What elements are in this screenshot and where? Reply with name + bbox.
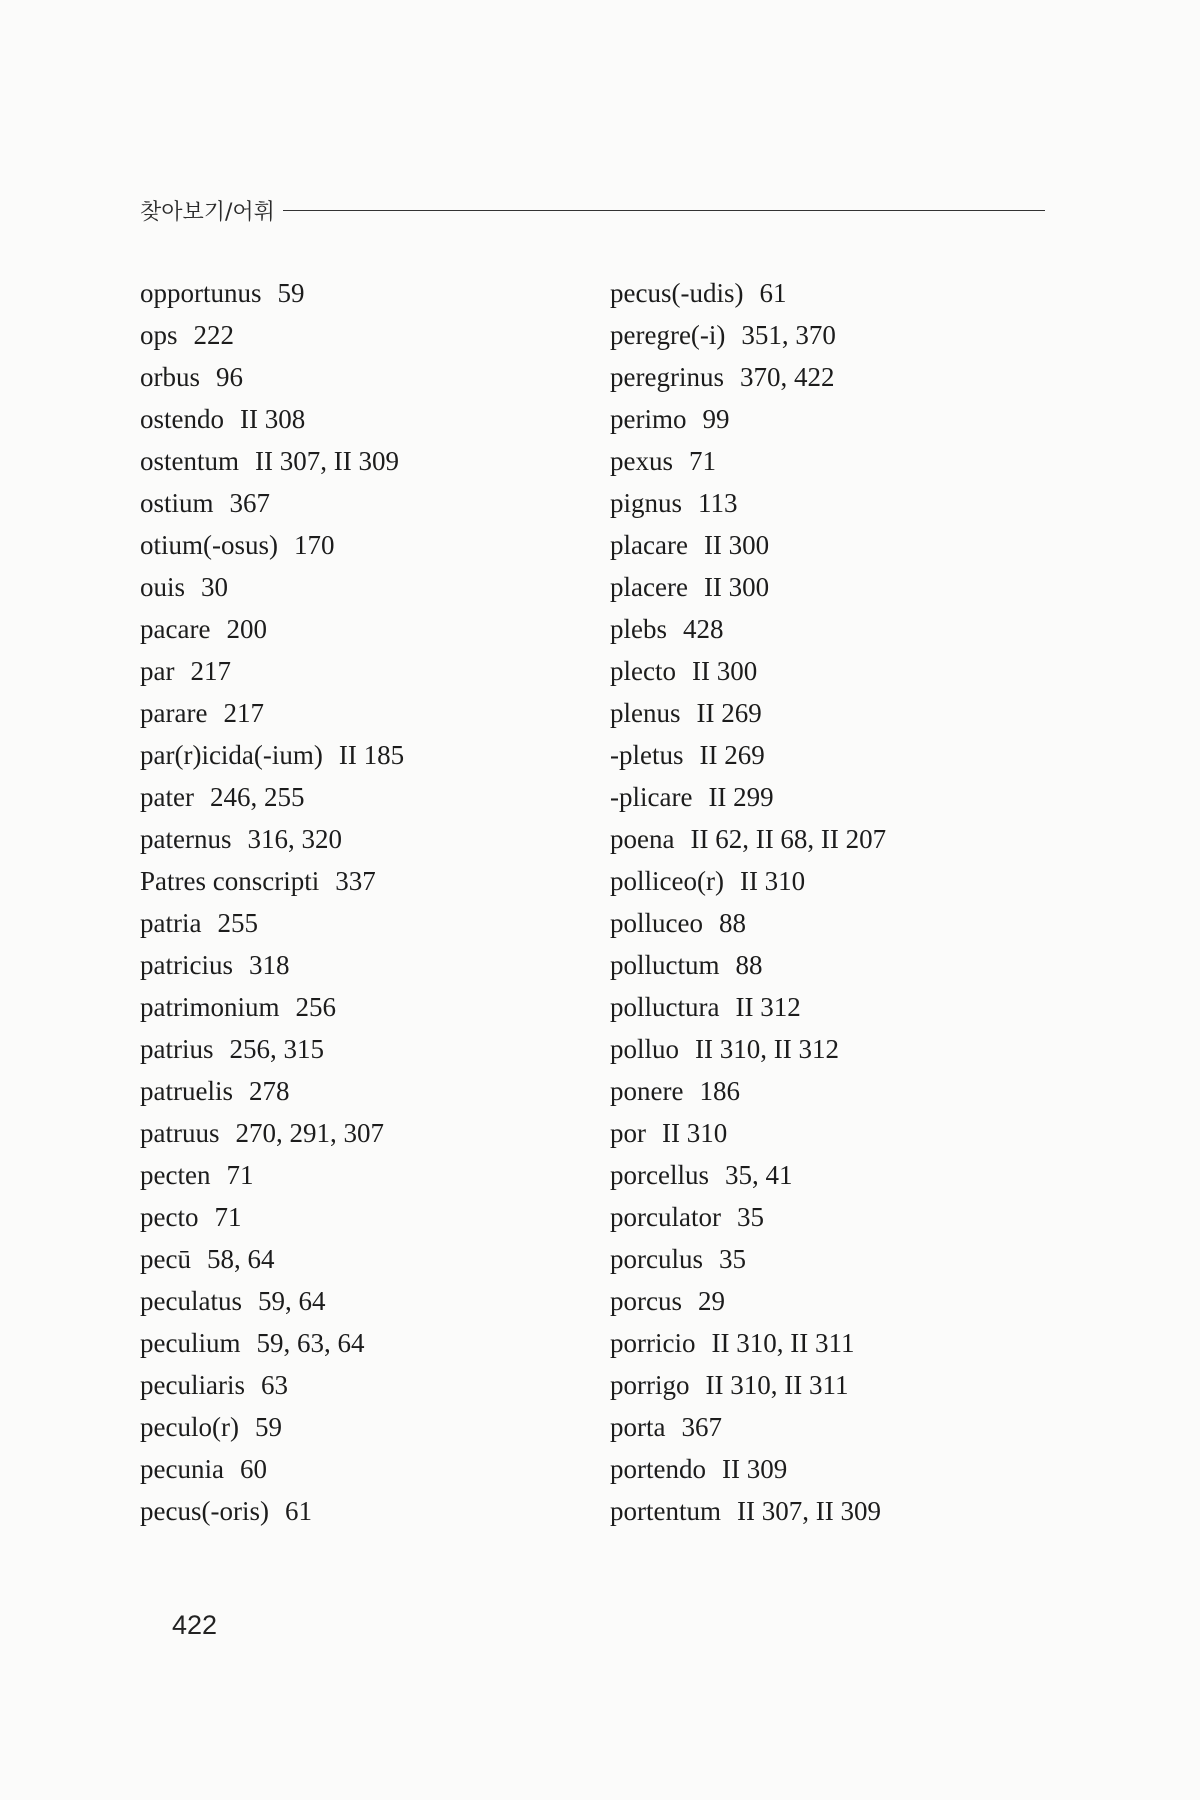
index-pages: 71 [226,1160,254,1190]
index-entry [140,398,580,440]
index-term: patria [140,908,202,938]
index-term: plebs [610,614,667,644]
index-entry [610,860,1050,902]
running-header [140,190,1045,230]
index-entry [610,482,1050,524]
index-pages: II 300 [703,530,770,560]
index-pages: 96 [216,362,243,392]
index-entry [610,902,1050,944]
index-pages: 30 [201,572,229,602]
index-entry [610,1280,1050,1322]
index-pages: 217 [223,698,264,728]
index-pages: II 269 [699,740,765,770]
index-entry [610,1196,1050,1238]
index-entry [610,608,1050,650]
index-pages: II 300 [691,656,758,686]
index-entry [140,524,580,566]
index-term: polluceo [610,908,703,938]
index-pages: II 310, II 312 [695,1034,839,1064]
index-term: porrigo [610,1370,690,1400]
index-entry [140,356,580,398]
index-pages: II 299 [708,782,774,812]
index-pages: 246, 255 [209,782,305,812]
index-pages: 29 [697,1286,725,1316]
index-pages: 370, 422 [739,362,835,392]
index-term: porricio [610,1328,696,1358]
index-pages: 113 [698,488,738,518]
index-pages: 256, 315 [229,1034,324,1064]
index-pages: 318 [248,950,290,980]
index-pages: 256 [295,992,336,1022]
index-pages: 59 [254,1412,282,1442]
index-pages: 222 [193,320,235,350]
index-entry [610,1448,1050,1490]
index-entry [610,1364,1050,1406]
index-term: polliceo(r) [610,866,724,896]
index-term: porcus [610,1286,682,1316]
index-pages: II 308 [240,404,306,434]
index-term: porculator [610,1202,721,1232]
index-entry [140,776,580,818]
index-entry [610,818,1050,860]
index-entry [140,314,580,356]
index-pages: 63 [260,1370,288,1400]
index-entry [610,1028,1050,1070]
index-pages: 351, 370 [741,320,836,350]
header-rule [283,210,1045,211]
index-pages: 337 [335,866,376,896]
header-title: 찾아보기/어휘 [140,199,275,225]
index-pages: II 310, II 311 [711,1328,855,1358]
index-term: Patres conscripti [140,866,320,896]
index-term: peregrinus [610,362,724,392]
index-term: polluctura [610,992,720,1022]
index-term: ponere [610,1076,684,1106]
index-term: paternus [140,824,232,854]
index-entry [140,608,580,650]
index-term: orbus [140,362,200,392]
index-term: parare [140,698,208,728]
index-term: patruus [140,1118,220,1148]
index-entry [140,1364,580,1406]
index-entry [610,692,1050,734]
index-pages: 170 [294,530,335,560]
index-pages: 186 [699,1076,740,1106]
index-term: pecus(-udis) [610,278,744,308]
index-term: polluo [610,1034,680,1064]
index-pages: 35, 41 [724,1160,793,1190]
index-entry [610,1406,1050,1448]
index-pages: II 307, II 309 [736,1496,881,1526]
index-pages: 59, 64 [257,1286,326,1316]
index-pages: 270, 291, 307 [235,1118,384,1148]
index-column-right [610,272,1050,1532]
index-term: otium(-osus) [140,530,278,560]
index-pages: 61 [759,278,787,308]
index-entry [140,482,580,524]
index-pages: II 310 [739,866,806,896]
index-pages: 59 [277,278,305,308]
index-pages: 99 [702,404,730,434]
index-term: ops [140,320,178,350]
index-entry [140,818,580,860]
index-entry [610,986,1050,1028]
index-term: ostium [140,488,214,518]
index-term: patrimonium [140,992,280,1022]
index-pages: 71 [689,446,716,476]
index-entry [610,1490,1050,1532]
index-entry [140,860,580,902]
index-entry [140,1028,580,1070]
index-term: pignus [610,488,683,518]
index-entry [140,1448,580,1490]
page-number: 422 [172,1610,218,1640]
index-entry [140,734,580,776]
index-term: plenus [610,698,681,728]
index-term: placare [610,530,688,560]
index-entry [140,1070,580,1112]
index-pages: 200 [226,614,267,644]
index-entry [610,272,1050,314]
index-term: placere [610,572,688,602]
index-term: pecten [140,1160,211,1190]
index-entry [140,1112,580,1154]
index-pages: 58, 64 [206,1244,275,1274]
index-entry [610,440,1050,482]
index-entry [140,1280,580,1322]
index-entry [140,650,580,692]
index-term: peculo(r) [140,1412,239,1442]
index-entry [140,1406,580,1448]
index-entry [610,314,1050,356]
index-term: portentum [610,1496,721,1526]
index-entry [140,272,580,314]
index-pages: II 310, II 311 [705,1370,849,1400]
index-entry [610,776,1050,818]
index-term: plecto [610,656,676,686]
index-term: porculus [610,1244,703,1274]
index-pages: 428 [683,614,724,644]
index-entry [610,1322,1050,1364]
index-term: patricius [140,950,233,980]
index-pages: 60 [239,1454,267,1484]
index-term: ostendo [140,404,224,434]
index-term: pecus(-oris) [140,1496,269,1526]
index-entry [610,356,1050,398]
index-pages: II 300 [703,572,770,602]
index-pages: 59, 63, 64 [256,1328,365,1358]
index-term: perimo [610,404,687,434]
index-column-left [140,272,580,1532]
index-entry [140,566,580,608]
index-term: pecū [140,1244,191,1274]
index-term: porta [610,1412,666,1442]
index-pages: 71 [214,1202,242,1232]
index-pages: II 307, II 309 [255,446,399,476]
index-entry [140,986,580,1028]
index-entry [610,566,1050,608]
index-entry [140,692,580,734]
index-term: opportunus [140,278,262,308]
index-pages: II 185 [338,740,405,770]
index-entry [610,734,1050,776]
index-term: peculiaris [140,1370,245,1400]
index-term: porcellus [610,1160,709,1190]
index-entry [140,902,580,944]
index-pages: II 62, II 68, II 207 [690,824,887,854]
index-entry [140,1196,580,1238]
index-pages: 367 [229,488,271,518]
index-entry [610,1238,1050,1280]
index-pages: II 310 [662,1118,728,1148]
index-pages: 88 [735,950,763,980]
index-term: pater [140,782,194,812]
index-entry [610,398,1050,440]
index-term: patrius [140,1034,214,1064]
index-entry [610,1112,1050,1154]
index-term: ostentum [140,446,239,476]
index-pages: II 309 [721,1454,788,1484]
index-term: por [610,1118,646,1148]
index-term: par [140,656,175,686]
index-entry [610,944,1050,986]
index-entry [610,650,1050,692]
index-term: portendo [610,1454,706,1484]
index-pages: 35 [736,1202,764,1232]
index-entry [140,1490,580,1532]
index-term: pecto [140,1202,199,1232]
index-entry [610,1154,1050,1196]
index-entry [140,1154,580,1196]
index-term: peculatus [140,1286,242,1316]
index-pages: 35 [718,1244,746,1274]
index-term: peculium [140,1328,241,1358]
index-term: polluctum [610,950,720,980]
index-term: ouis [140,572,186,602]
index-pages: 316, 320 [247,824,342,854]
index-term: pexus [610,446,673,476]
index-entry [140,1238,580,1280]
index-pages: 367 [681,1412,722,1442]
index-pages: II 269 [696,698,762,728]
index-term: par(r)icida(-ium) [140,740,323,770]
index-pages: 255 [217,908,258,938]
index-pages: 278 [248,1076,290,1106]
index-term: -plicare [610,782,693,812]
index-term: poena [610,824,675,854]
index-term: -pletus [610,740,684,770]
index-entry [610,524,1050,566]
index-term: patruelis [140,1076,233,1106]
index-entry [140,440,580,482]
index-term: peregre(-i) [610,320,726,350]
index-pages: 217 [190,656,231,686]
index-pages: 88 [718,908,746,938]
index-entry [610,1070,1050,1112]
index-entry [140,944,580,986]
index-entry [140,1322,580,1364]
index-term: pacare [140,614,211,644]
index-pages: 61 [284,1496,312,1526]
index-pages: II 312 [735,992,801,1022]
index-term: pecunia [140,1454,224,1484]
